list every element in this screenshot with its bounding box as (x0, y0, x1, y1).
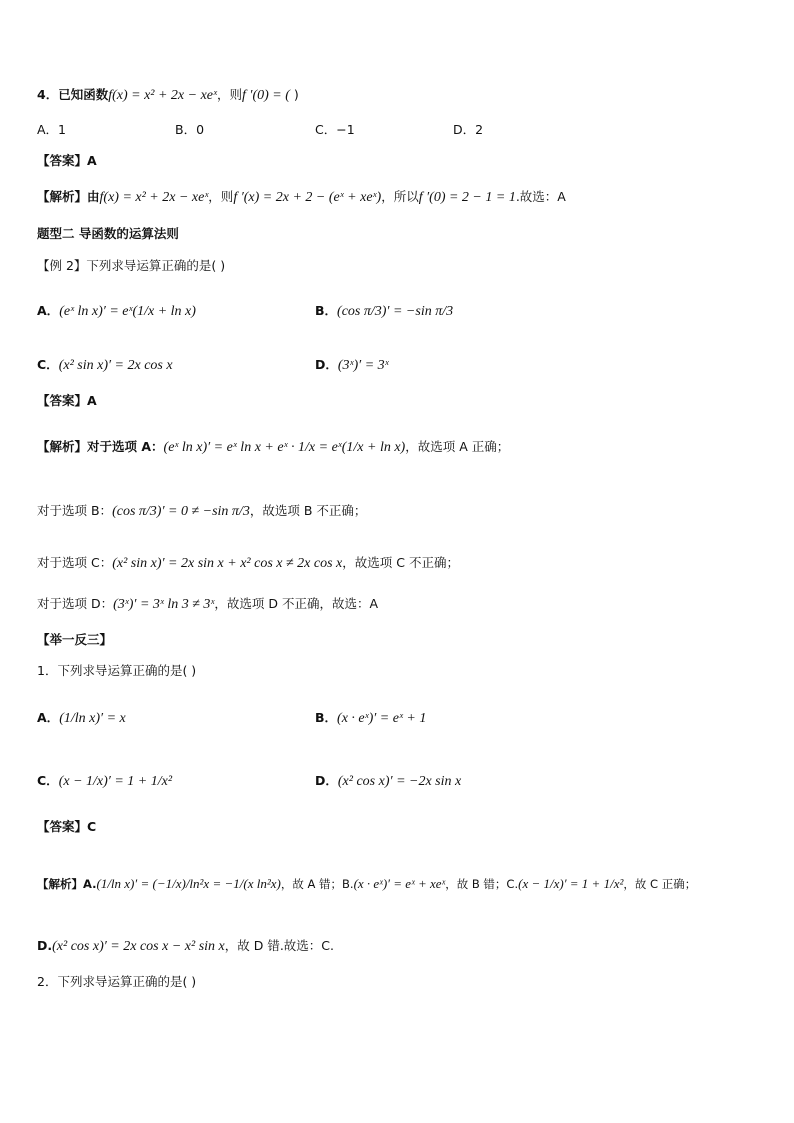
practice-title: 【举一反三】 (37, 632, 113, 647)
ex2-option-c: C．(x² sin x)′ = 2x cos x (37, 357, 173, 373)
practice-q1-option-a: A．(1/ln x)′ = x (37, 710, 126, 726)
practice-q2-stem: 2．下列求导运算正确的是( ) (37, 974, 197, 989)
ex2-option-b: B．(cos π/3)′ = −sin π/3 (315, 303, 454, 319)
ex2-analysis-d: 对于选项 D：(3ˣ)′ = 3ˣ ln 3 ≠ 3ˣ，故选项 D 不正确，故选：A (37, 596, 378, 612)
q4-option-b: B．0 (175, 122, 205, 137)
q4-answer: 【答案】A (37, 153, 97, 168)
practice-q1-option-b: B．(x · eˣ)′ = eˣ + 1 (315, 710, 427, 726)
practice-q1-options-row2 (37, 772, 774, 791)
practice-q1-stem: 1．下列求导运算正确的是( ) (37, 663, 197, 678)
practice-q1-answer: 【答案】C (37, 819, 97, 834)
practice-q1-option-c: C．(x − 1/x)′ = 1 + 1/x² (37, 773, 173, 789)
q4-option-d: D．2 (453, 122, 484, 137)
ex2-analysis-b: 对于选项 B：(cos π/3)′ = 0 ≠ −sin π/3，故选项 B 不正确； (37, 503, 367, 519)
q4-option-c: C．−1 (315, 122, 355, 137)
practice-q1-option-d: D．(x² cos x)′ = −2x sin x (315, 773, 462, 789)
q4-stem: 4．已知函数f(x) = x² + 2x − xeˣ，则f ′(0) = ( ) (37, 87, 299, 103)
ex2-stem: 【例 2】下列求导运算正确的是( ) (37, 258, 226, 273)
ex2-option-a: A．(eˣ ln x)′ = eˣ(1/x + ln x) (37, 303, 196, 319)
ex2-analysis-a: 【解析】对于选项 A：(eˣ ln x)′ = eˣ ln x + eˣ · 1/x = eˣ(1/x + ln x)，故选项 A 正确； (37, 439, 510, 455)
ex2-options-row2 (37, 356, 774, 375)
ex2-option-d: D．(3ˣ)′ = 3ˣ (315, 357, 389, 373)
ex2-options-row1 (37, 302, 774, 321)
q4-analysis: 【解析】由f(x) = x² + 2x − xeˣ，则f ′(x) = 2x + 2 − (eˣ + xeˣ)，所以f ′(0) = 2 − 1 = 1.故选：A (37, 189, 566, 205)
q4-option-a: A．1 (37, 122, 67, 137)
practice-q1-options-row1 (37, 709, 774, 728)
practice-q1-analysis-2: D.(x² cos x)′ = 2x cos x − x² sin x，故 D 错.故选：C. (37, 938, 334, 954)
section-title: 题型二 导函数的运算法则 (37, 226, 179, 241)
ex2-analysis-c: 对于选项 C：(x² sin x)′ = 2x sin x + x² cos x ≠ 2x cos x，故选项 C 不正确； (37, 555, 459, 571)
practice-q1-analysis-1: 【解析】A.(1/ln x)′ = (−1/x)/ln²x = −1/(x ln²x)，故 A 错；B.(x · eˣ)′ = eˣ + xeˣ，故 B 错；C.(x − 1/x)′ = 1 + 1/x²，故 C 正确； (37, 876, 697, 891)
ex2-answer: 【答案】A (37, 393, 97, 408)
